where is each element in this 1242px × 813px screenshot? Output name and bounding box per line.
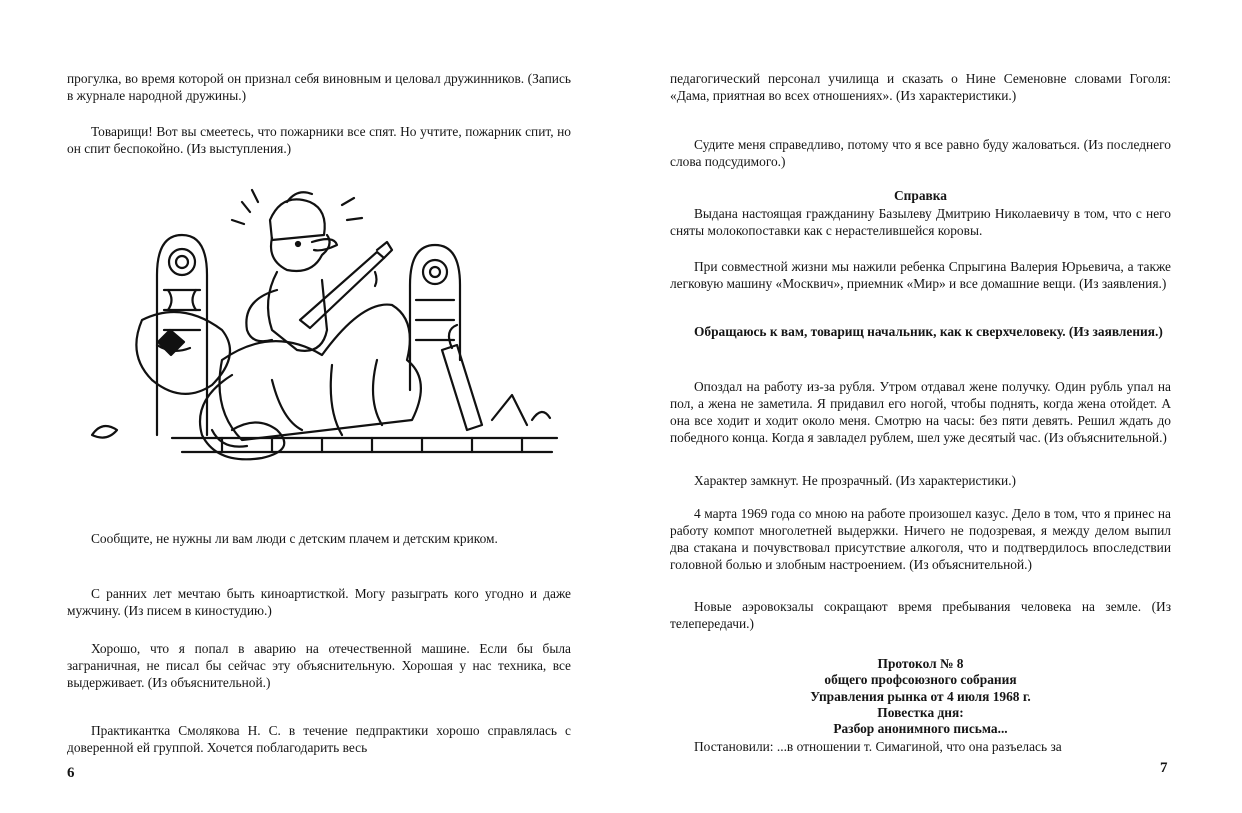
right-page-number: 7: [1160, 760, 1168, 776]
pillow: [136, 312, 230, 394]
left-paragraph-4: С ранних лет мечтаю быть киноартисткой. Могу разыграть кого угодно и даже мужчину. (Из писем в киностудию.): [67, 586, 571, 618]
right-paragraph-8: Новые аэровокзалы сокращают время пребывания человека на земле. (Из телепередачи.): [670, 599, 1171, 631]
right-paragraph-1: педагогический персонал училища и сказать о Нине Семеновне словами Гоголя: «Дама, приятная во всех отношениях». (Из характеристики.): [670, 71, 1171, 103]
spravka-text: Выдана настоящая гражданину Базылеву Дмитрию Николаевичу в том, что с него сняты молокопоставки как с нерастелившейся коровы.: [670, 206, 1171, 238]
left-paragraph-6: Практикантка Смолякова Н. С. в течение педпрактики хорошо справлялась с доверенной ей группой. Хочется поблагодарить весь: [67, 723, 571, 755]
right-paragraph-5: Опоздал на работу из-за рубля. Утром отдавал жене получку. Один рубль упал на пол, а жена не заметила. Я придавил его ногой, чтобы поднять, когда жена отойдет. А она все ходит и ходит около меня. Смотрю на часы: без пяти девять. Решил ждать до победного конца. Когда я завладел рублем, шел уже десятый час. (Из объяснительной.): [670, 379, 1171, 445]
fireman-sleeping-illustration: [72, 180, 562, 485]
protocol-line-5: Разбор анонимного письма...: [833, 721, 1008, 736]
fireman-body: [268, 272, 327, 351]
left-page: [0, 0, 620, 813]
right-paragraph-9: Постановили: ...в отношении т. Симагиной, что она разъелась за: [694, 739, 1062, 754]
protocol-line-2: общего профсоюзного собрания: [824, 672, 1017, 687]
right-paragraph-6: Характер замкнут. Не прозрачный. (Из характеристики.): [694, 473, 1016, 488]
right-paragraph-4: Обращаюсь к вам, товарищ начальник, как к сверхчеловеку. (Из заявления.): [694, 324, 1163, 339]
fireman-helmet: [270, 199, 325, 240]
left-paragraph-1: прогулка, во время которой он признал себя виновным и целовал дружинников. (Запись в журнале народной дружины.): [67, 71, 571, 103]
protocol-line-3: Управления рынка от 4 июля 1968 г.: [810, 689, 1031, 704]
right-paragraph-7: 4 марта 1969 года со мною на работе произошел казус. Дело в том, что я принес на работу компот многолетней выдержки. Ничего не подозревая, я между делом выпил два стакана и почувствовал присутствие алкоголя, что и подтвердилось впоследствии головной болью и злобным настроением. (Из объяснительной.): [670, 506, 1171, 572]
protocol-line-4: Повестка дня:: [877, 705, 964, 720]
blanket: [220, 305, 421, 440]
left-paragraph-3: Сообщите, не нужны ли вам люди с детским плачем и детским криком.: [91, 531, 498, 546]
fire-extinguisher: [442, 345, 482, 430]
spravka-title: Справка: [894, 188, 947, 203]
left-paragraph-2: Товарищи! Вот вы смеетесь, что пожарники все спят. Но учтите, пожарник спит, но он спит беспокойно. (Из выступления.): [67, 124, 571, 156]
hose-nozzle: [300, 252, 384, 328]
protocol-line-1: Протокол № 8: [877, 656, 964, 671]
right-paragraph-2: Судите меня справедливо, потому что я все равно буду жаловаться. (Из последнего слова подсудимого.): [670, 137, 1171, 169]
left-page-number: 6: [67, 765, 75, 781]
left-paragraph-5: Хорошо, что я попал в аварию на отечественной машине. Если бы была заграничная, не писал бы сейчас эту объяснительную. Хорошая у нас техника, все выдерживает. (Из объяснительной.): [67, 641, 571, 690]
right-paragraph-3: При совместной жизни мы нажили ребенка Спрыгина Валерия Юрьевича, а также легковую машину «Москвич», приемник «Мир» и все домашние вещи. (Из заявления.): [670, 259, 1171, 291]
